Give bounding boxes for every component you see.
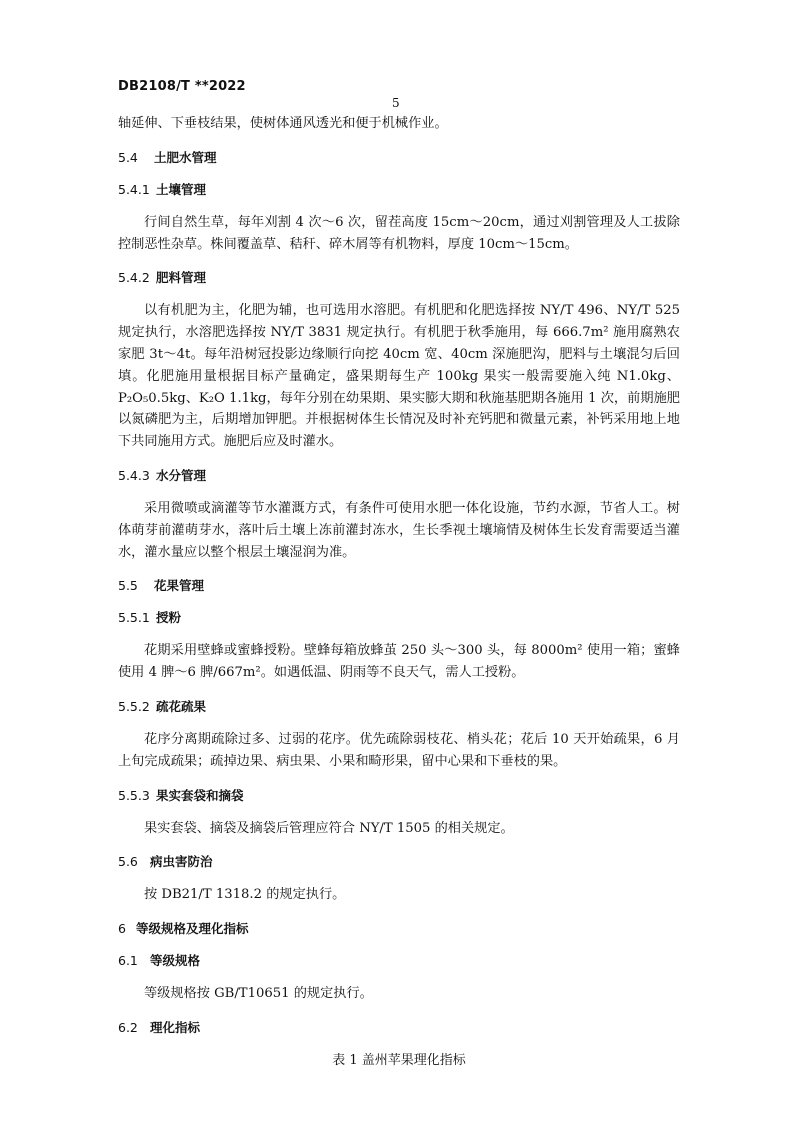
heading-5-5 [118, 576, 680, 595]
heading-number: 5.5.2 [118, 698, 150, 714]
heading-6 [118, 919, 680, 938]
heading-number: 5.4.1 [118, 181, 150, 197]
heading-number: 5.5.3 [118, 787, 150, 803]
paragraph-water-management: 采用微喷或滴灌等节水灌溉方式，有条件可使用水肥一体化设施，节约水源，节省人工。树体萌芽前灌萌芽水，落叶后土壤上冻前灌封冻水，生长季视土壤墒情及树体生长发育需要适当灌水，灌水量应以整个根层土壤湿润为准。 [118, 500, 680, 560]
heading-5-5-3 [118, 786, 680, 805]
table-caption: 表 1 盖州苹果理化指标 [332, 1052, 466, 1068]
paragraph-pest-control: 按 DB21/T 1318.2 的规定执行。 [144, 887, 346, 903]
heading-title: 授粉 [156, 610, 182, 626]
heading-title: 土壤管理 [156, 181, 207, 197]
continuation-text: 轴延伸、下垂枝结果，使树体通风透光和便于机械作业。 [118, 116, 448, 131]
heading-number: 5.5.1 [118, 610, 150, 626]
heading-number: 5.4.3 [118, 467, 150, 483]
heading-5-5-2 [118, 697, 680, 716]
heading-number: 5.4.2 [118, 270, 150, 286]
heading-number: 5.5 [118, 578, 138, 594]
heading-5-4-1 [118, 180, 680, 199]
paragraph-fertilizer-management: 以有机肥为主，化肥为辅，也可选用水溶肥。有机肥和化肥选择按 NY/T 496、NY/T 525 规定执行，水溶肥选择按 NY/T 3831 规定执行。有机肥于秋季施用，每 666.7m² 施用腐熟农家肥 3t～4t。每年沿树冠投影边缘顺行向挖 40cm 宽、40cm 深施肥沟，肥料与土壤混匀后回填。化肥施用量根据目标产量确定，盛果期每生产 100kg 果实一般需要施入纯 N1.0kg、P₂O₅0.5kg、K₂O 1.1kg，每年分别在幼果期、果实膨大期和秋施基肥期各施用 1 次，前期施肥以氮磷肥为主，后期增加钾肥。并根据树体生长情况及时补充钙肥和微量元素，补钙采用地上地下共同施用方式。施肥后应及时灌水。 [118, 303, 680, 450]
heading-title: 等级规格及理化指标 [136, 921, 249, 937]
heading-5-6 [118, 852, 680, 871]
heading-number: 5.4 [118, 149, 138, 165]
heading-5-5-1 [118, 608, 680, 627]
paragraph-soil-management: 行间自然生草，每年刈割 4 次～6 次，留茬高度 15cm～20cm，通过刈割管理及人工拔除控制恶性杂草。株间覆盖草、秸秆、碎木屑等有机物料，厚度 10cm～15cm。 [118, 214, 680, 252]
heading-title: 疏花疏果 [156, 698, 207, 714]
heading-5-4 [118, 148, 680, 167]
document-body [118, 113, 680, 1072]
heading-title: 等级规格 [150, 953, 201, 969]
heading-5-4-3 [118, 466, 680, 485]
heading-number: 6 [118, 921, 126, 937]
heading-6-1 [118, 951, 680, 970]
heading-5-4-2 [118, 268, 680, 287]
paragraph-grade-spec: 等级规格按 GB/T10651 的规定执行。 [144, 986, 373, 1002]
heading-title: 水分管理 [156, 467, 207, 483]
heading-title: 理化指标 [150, 1019, 201, 1035]
heading-title: 土肥水管理 [154, 149, 217, 165]
page-number: 5 [392, 96, 400, 110]
paragraph-pollination: 花期采用壁蜂或蜜蜂授粉。壁蜂每箱放蜂茧 250 头～300 头，每 8000m² 使用一箱；蜜蜂使用 4 脾～6 脾/667m²。如遇低温、阴雨等不良天气，需人工授粉。 [118, 643, 680, 681]
heading-number: 5.6 [118, 854, 138, 870]
heading-title: 肥料管理 [156, 270, 207, 286]
heading-title: 花果管理 [154, 578, 205, 594]
paragraph-thinning: 花序分离期疏除过多、过弱的花序。优先疏除弱枝花、梢头花；花后 10 天开始疏果，6 月上旬完成疏果；疏掉边果、病虫果、小果和畸形果，留中心果和下垂枝的果。 [118, 731, 680, 769]
heading-title: 病虫害防治 [150, 854, 213, 870]
heading-number: 6.1 [118, 953, 138, 969]
heading-title: 果实套袋和摘袋 [156, 787, 244, 803]
heading-number: 6.2 [118, 1019, 138, 1035]
paragraph-bagging: 果实套袋、摘袋及摘袋后管理应符合 NY/T 1505 的相关规定。 [144, 820, 514, 836]
document-code: DB2108/T **2022 [118, 79, 246, 94]
heading-6-2 [118, 1018, 680, 1037]
